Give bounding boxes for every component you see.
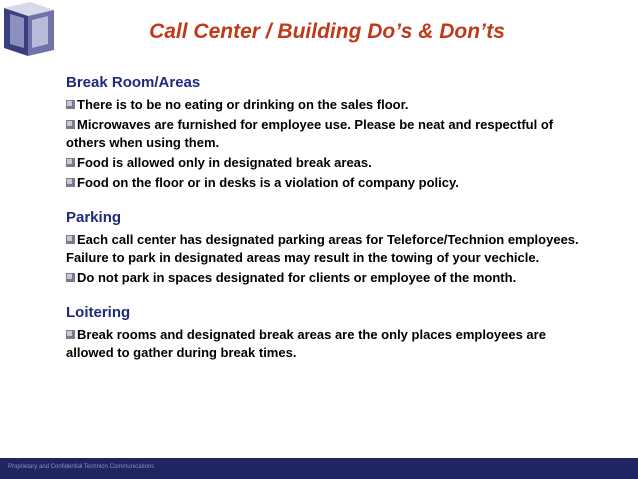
slide-content — [66, 73, 596, 378]
bullet-text: Break rooms and designated break areas are the only places employees are allowed to gather during break times. — [66, 327, 546, 360]
bullet-text: Each call center has designated parking areas for Teleforce/Technion employees. Failure to park in designated areas may result in the towing of your vechicle. — [66, 232, 579, 265]
slide-title: Call Center / Building Do’s & Don’ts — [149, 20, 505, 43]
bullet-text: Food on the floor or in desks is a violation of company policy. — [77, 175, 459, 190]
section-heading: Parking — [66, 209, 122, 226]
square-bullet-icon — [66, 116, 75, 125]
square-bullet-icon — [66, 96, 75, 105]
bullet-text: Do not park in spaces designated for clients or employee of the month. — [77, 270, 517, 285]
bullet-item — [66, 326, 596, 362]
square-bullet-icon — [66, 174, 75, 183]
bullet-item — [66, 154, 596, 172]
bullet-text: Microwaves are furnished for employee use. Please be neat and respectful of others when using them. — [66, 117, 554, 150]
bullet-item — [66, 174, 596, 192]
section-heading: Break Room/Areas — [66, 74, 201, 91]
section-parking — [66, 208, 596, 287]
section-heading: Loitering — [66, 304, 131, 321]
bullet-item — [66, 231, 596, 267]
square-bullet-icon — [66, 154, 75, 163]
footer-bar — [0, 458, 638, 479]
section-break-room — [66, 73, 596, 192]
square-bullet-icon — [66, 269, 75, 278]
square-bullet-icon — [66, 231, 75, 240]
bullet-text: There is to be no eating or drinking on the sales floor. — [77, 97, 409, 112]
footer-text: Proprietary and Confidential Technion Communications — [8, 464, 155, 470]
bullet-item — [66, 96, 596, 114]
square-bullet-icon — [66, 326, 75, 335]
bullet-item — [66, 269, 596, 287]
bullet-item — [66, 116, 596, 152]
section-loitering — [66, 303, 596, 362]
bullet-text: Food is allowed only in designated break areas. — [77, 155, 372, 170]
